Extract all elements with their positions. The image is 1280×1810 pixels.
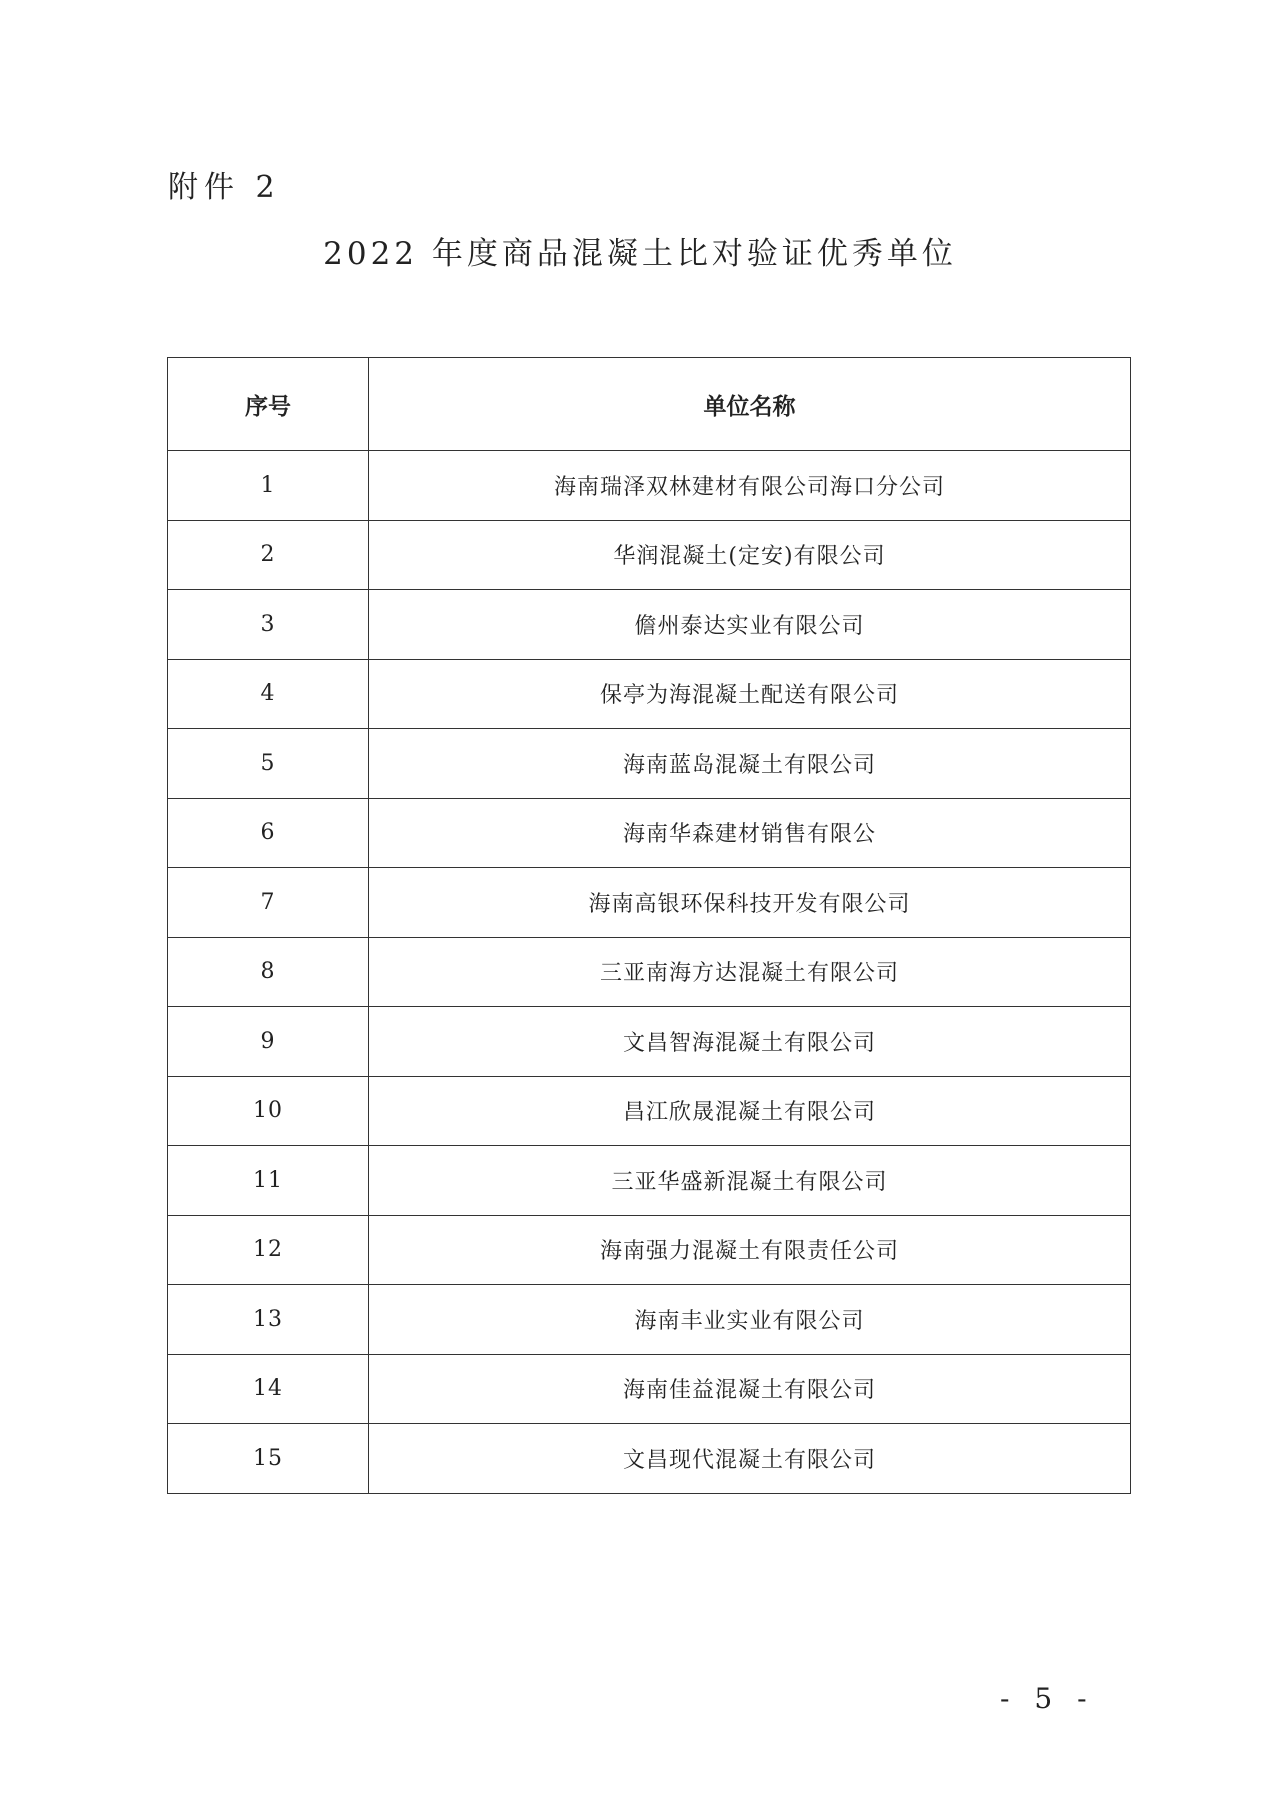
document-title: 2022 年度商品混凝土比对验证优秀单位 [323, 236, 957, 272]
table-row [168, 798, 1131, 868]
row-number: 4 [168, 659, 369, 729]
table-row [168, 1146, 1131, 1216]
row-number: 2 [168, 520, 369, 590]
table-row [168, 1076, 1131, 1146]
row-number: 7 [168, 868, 369, 938]
row-number: 12 [168, 1215, 369, 1285]
unit-name: 海南高银环保科技开发有限公司 [369, 868, 1131, 938]
table-row [168, 937, 1131, 1007]
row-number: 8 [168, 937, 369, 1007]
row-number: 9 [168, 1007, 369, 1077]
unit-name: 海南强力混凝土有限责任公司 [369, 1215, 1131, 1285]
page-number: - 5 - [1000, 1682, 1095, 1715]
row-number: 11 [168, 1146, 369, 1216]
table-row [168, 1215, 1131, 1285]
unit-name: 海南瑞泽双林建材有限公司海口分公司 [369, 451, 1131, 521]
unit-name: 保亭为海混凝土配送有限公司 [369, 659, 1131, 729]
row-number: 3 [168, 590, 369, 660]
excellent-units-table [167, 357, 1131, 1494]
table-row [168, 868, 1131, 938]
table-row [168, 1007, 1131, 1077]
unit-name: 文昌现代混凝土有限公司 [369, 1424, 1131, 1494]
table-row [168, 451, 1131, 521]
table-row [168, 659, 1131, 729]
row-number: 5 [168, 729, 369, 799]
table-row [168, 1285, 1131, 1355]
column-header-number: 序号 [168, 358, 369, 451]
row-number: 6 [168, 798, 369, 868]
unit-name: 儋州泰达实业有限公司 [369, 590, 1131, 660]
unit-name: 三亚华盛新混凝土有限公司 [369, 1146, 1131, 1216]
table-header-row [168, 358, 1131, 451]
row-number: 13 [168, 1285, 369, 1355]
row-number: 15 [168, 1424, 369, 1494]
unit-name: 海南蓝岛混凝土有限公司 [369, 729, 1131, 799]
unit-name: 华润混凝土(定安)有限公司 [369, 520, 1131, 590]
table-row [168, 520, 1131, 590]
table-row [168, 590, 1131, 660]
row-number: 14 [168, 1354, 369, 1424]
unit-name: 文昌智海混凝土有限公司 [369, 1007, 1131, 1077]
row-number: 1 [168, 451, 369, 521]
unit-name: 海南佳益混凝土有限公司 [369, 1354, 1131, 1424]
table-row [168, 1424, 1131, 1494]
attachment-label: 附件 2 [168, 170, 281, 205]
unit-name: 海南丰业实业有限公司 [369, 1285, 1131, 1355]
table-row [168, 729, 1131, 799]
unit-name: 三亚南海方达混凝土有限公司 [369, 937, 1131, 1007]
row-number: 10 [168, 1076, 369, 1146]
column-header-name: 单位名称 [369, 358, 1131, 451]
table-row [168, 1354, 1131, 1424]
unit-name: 海南华森建材销售有限公 [369, 798, 1131, 868]
unit-name: 昌江欣晟混凝土有限公司 [369, 1076, 1131, 1146]
